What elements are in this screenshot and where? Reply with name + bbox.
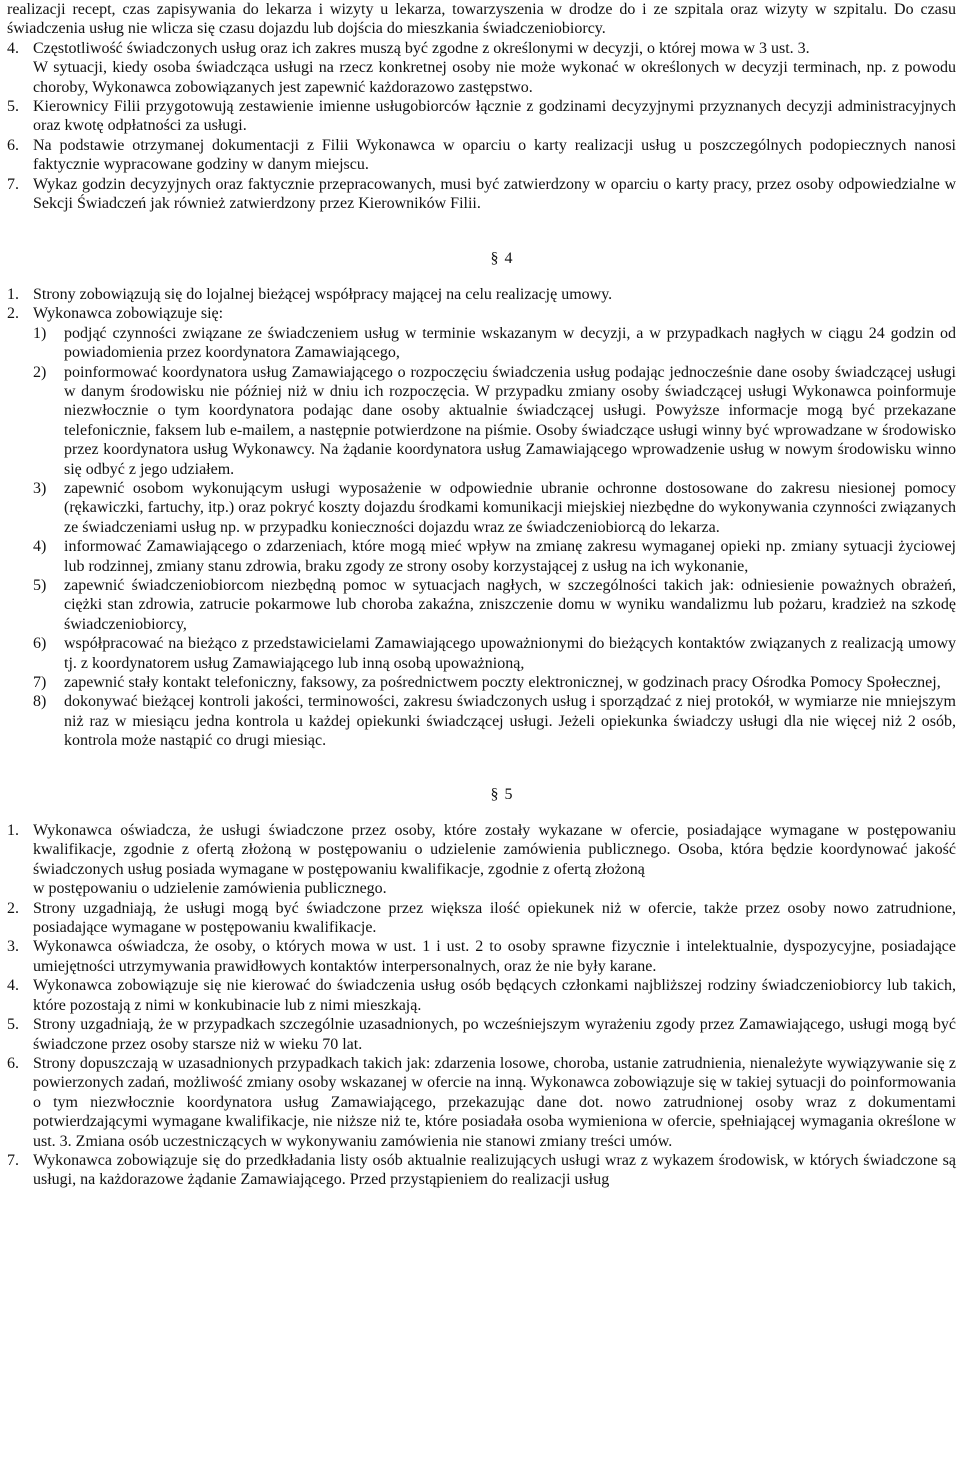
list-item [7, 136, 956, 175]
sub-item-number: 1) [33, 324, 47, 342]
item-text: Strony uzgadniają, że usługi mogą być świadczone przez większa ilość opiekunek niż w ofercie, także przez osoby nowo zatrudnione, posiadające wymagane w postępowaniu kwalifikacje. [33, 899, 956, 937]
item-text: Wykonawca zobowiązuje się nie kierować do świadczenia usług osób będących członkami najbliższej rodziny świadczeniobiorcy lub takich, które pozostają z nimi w konkubinacie lub z nimi mieszkają. [33, 977, 956, 1014]
item-text: Częstotliwość świadczonych usług oraz ich zakres muszą być zgodne z określonymi w decyzji, o której mowa w 3 ust. 3. [33, 39, 810, 57]
list-item [7, 1151, 956, 1190]
list-item [7, 39, 956, 58]
item-text: Wykonawca oświadcza, że usługi świadczone przez osoby, które zostały wykazane w ofercie, posiadające wymagane w postępowaniu kwalifikacje, zgodnie z ofertą złożoną w postępowaniu o udzielenie zamówienia publicznego. Osoba, która będzie koordynować jakość świadczonych usług posiada wymagane w postępowaniu kwalifikacje, zgodnie z ofertą złożoną [33, 822, 956, 878]
item-number: 7. [7, 175, 19, 193]
item-number: 6. [7, 1054, 19, 1072]
list-item [7, 285, 956, 304]
sub-list-item [7, 634, 956, 673]
sub-list-item [7, 692, 956, 750]
list-item [7, 175, 956, 214]
sub-list-item [7, 673, 956, 692]
sub-item-number: 3) [33, 479, 47, 497]
section-heading-4 [7, 249, 956, 268]
item-number: 3. [7, 938, 19, 956]
item-number: 2. [7, 899, 19, 917]
section-sign: § [490, 250, 499, 268]
sub-list-item [7, 479, 956, 537]
sub-item-text: współpracować na bieżąco z przedstawicielami Zamawiającego upoważnionymi do bieżących kontaktów związanych z realizacją umowy tj. z koordynatorem usług Zamawiającego lub inną osobą upoważnioną, [64, 635, 956, 672]
sub-list-item [7, 576, 956, 634]
sub-item-text: zapewnić osobom wykonującym usługi wyposażenie w odpowiednie ubranie ochronne dostosowane do zakresu niesionej pomocy (rękawiczki, fartuchy, itp.) oraz pokryć koszty dojazdu środkami komunikacji miejskiej niezbędne do wykonywania czynności związanych ze świadczeniami usług np. w przypadku konieczności dojazdu wraz ze świadczeniobiorcą do lekarza. [64, 479, 956, 536]
item-number: 4. [7, 39, 19, 57]
item-number: 6. [7, 136, 19, 154]
item-text: W sytuacji, kiedy osoba świadcząca usługi na rzecz konkretnej osoby nie może wykonać w określonych w decyzji terminach, np. z powodu choroby, Wykonawca zobowiązanych jest zapewnić każdorazowo zastępstwo. [33, 59, 956, 96]
sub-item-text: podjąć czynności związane ze świadczeniem usług w terminie wskazanym w decyzji, a w przypadkach nagłych w ciągu 24 godzin od powiadomienia przez koordynatora Zamawiającego, [64, 324, 956, 362]
sub-item-number: 5) [33, 576, 47, 594]
list-item [7, 58, 956, 97]
sub-item-number: 6) [33, 635, 47, 653]
item-number: 5. [7, 1016, 19, 1034]
sub-item-number: 2) [33, 363, 47, 381]
item-text: Strony zobowiązują się do lojalnej bieżącej współpracy mającej na celu realizację umowy. [33, 285, 613, 303]
sub-item-text: poinformować koordynatora usług Zamawiającego o rozpoczęciu świadczenia usług podając jednocześnie dane osoby świadczącej usługi w danym środowisku nie później niż w dniu ich rozpoczęcia. W przypadku zmiany osoby świadczącej usługi Wykonawca poinformuje niezwłocznie o tym koordynatora podając dane osoby aktualnie świadczącej usługi. Powyższe informacje mogą być przekazane telefonicznie, faksem lub e-mailem, a następnie potwierdzone na piśmie. Osoby świadczące usługi winny być wprowadzane w środowisko przez koordynatora usług Wykonawcy. Na żądanie koordynatora usług Zamawiającego wprowadzenie usług w nowym środowisku winno się odbyć z jego udziałem. [64, 363, 956, 478]
item-text: Wykonawca oświadcza, że osoby, o których mowa w ust. 1 i ust. 2 to osoby sprawne fizycznie i intelektualnie, dyspozycyjne, posiadające umiejętności utrzymywania prawidłowych kontaktów interpersonalnych, oraz że nie były karane. [33, 938, 956, 975]
sub-item-text: zapewnić stały kontakt telefoniczny, faksowy, za pośrednictwem poczty elektronicznej, w godzinach pracy Ośrodka Pomocy Społecznej, [64, 674, 941, 691]
item-number: 1. [7, 822, 19, 840]
item-text-continuation: w postępowaniu o udzielenie zamówienia publicznego. [33, 880, 387, 898]
list-item [7, 821, 956, 899]
section-number: 5 [504, 785, 513, 803]
list-item [7, 899, 956, 938]
item-number: 4. [7, 977, 19, 995]
item-text: Kierownicy Filii przygotowują zestawienie imienne usługobiorców łącznie z godzinami decyzyjnymi przyznanych decyzji administracyjnych oraz kwotę odpłatności za usługi. [33, 98, 956, 135]
item-number: 7. [7, 1151, 19, 1169]
sub-item-text: informować Zamawiającego o zdarzeniach, które mogą mieć wpływ na zmianę zakresu wymaganej opieki np. zmiany sytuacji życiowej lub rodzinnej, zmiany stanu zdrowia, braku zgody ze strony osoby korzystającej z usług na ich wykonanie, [64, 538, 956, 575]
item-text: Wykonawca zobowiązuje się: [33, 305, 224, 323]
sub-list-item [7, 537, 956, 576]
section-sign: § [490, 785, 499, 803]
item-text: Wykonawca zobowiązuje się do przedkładania listy osób aktualnie realizujących usługi wraz z wykazem środowisk, w których świadczone są usługi, na każdorazowe żądanie Zamawiającego. Przed przystąpieniem do realizacji usług [33, 1151, 956, 1189]
sub-list-item [7, 363, 956, 479]
list-item [7, 304, 956, 323]
item-text: Wykaz godzin decyzyjnych oraz faktycznie przepracowanych, musi być zatwierdzony w oparciu o karty pracy, przez osoby odpowiedzialne w Sekcji Świadczeń jak również zatwierdzony przez Kierowników Filii. [33, 175, 956, 213]
intro-paragraph: realizacji recept, czas zapisywania do lekarza i wizyty u lekarza, towarzyszenia w drodze do i ze szpitala oraz wizyty w szpitalu. Do czasu świadczenia usług nie wlicza się czasu dojazdu lub dojścia do mieszkania świadczeniobiorcy. [7, 1, 956, 38]
list-item [7, 97, 956, 136]
sub-item-number: 4) [33, 538, 47, 556]
list-item [7, 937, 956, 976]
item-text: Strony uzgadniają, że w przypadkach szczególnie uzasadnionych, po wcześniejszym wyrażeniu zgody przez Zamawiającego, usługi mogą być świadczone przez osoby starsze niż w wieku 70 lat. [33, 1016, 956, 1053]
list-item [7, 1015, 956, 1054]
item-number: 5. [7, 98, 19, 116]
sub-item-text: dokonywać bieżącej kontroli jakości, terminowości, zakresu świadczonych usług i sporządzać z niej protokół, w wymiarze nie mniejszym niż raz w miesiącu jedna kontrola u każdej opiekunki świadczącej usługi. Jeżeli opiekunka świadczy usługi dla nie więcej niż 2 osób, kontrola może nastąpić co drugi miesiąc. [64, 693, 956, 750]
sub-item-number: 8) [33, 693, 47, 711]
item-number: 1. [7, 285, 19, 303]
item-text: Strony dopuszczają w uzasadnionych przypadkach takich jak: zdarzenia losowe, choroba, ustanie zatrudnienia, nienależyte wywiązywanie się z powierzonych zadań, możliwość zmiany osoby wskazanej w ofercie na inną. Wykonawca zobowiązuje się w takiej sytuacji do poinformowania o tym niezwłocznie koordynatora usług Zamawiającego, przekazując dane dot. nowo zatrudnionej osoby wraz z dokumentami potwierdzającymi wymagane kwalifikacje, nie niższe niż te, które posiadała osoba wymieniona w ofercie, spełniającej wymagania określone w ust. 3. Zmiana osób uczestniczących w wykonywaniu zamówienia nie stanowi zmiany treści umów. [33, 1054, 956, 1150]
section-heading-5 [7, 785, 956, 804]
item-number: 2. [7, 305, 19, 323]
sub-item-number: 7) [33, 674, 47, 691]
list-item [7, 976, 956, 1015]
sub-list-item [7, 324, 956, 363]
section-number: 4 [504, 250, 513, 268]
sub-item-text: zapewnić świadczeniobiorcom niezbędną pomoc w sytuacjach nagłych, w szczególności takich jak: odniesienie poważnych obrażeń, ciężki stan zdrowia, zatrucie pokarmowe lub choroba zakaźna, zniszczenie domu w wyniku wandalizmu lub pożaru, kradzież na szkodę świadczeniobiorcy, [64, 576, 956, 633]
list-item [7, 1054, 956, 1151]
item-text: Na podstawie otrzymanej dokumentacji z Filii Wykonawca w oparciu o karty realizacji usług u poszczególnych podopiecznych nanosi faktycznie wypracowane godziny w danym miejscu. [33, 136, 956, 174]
